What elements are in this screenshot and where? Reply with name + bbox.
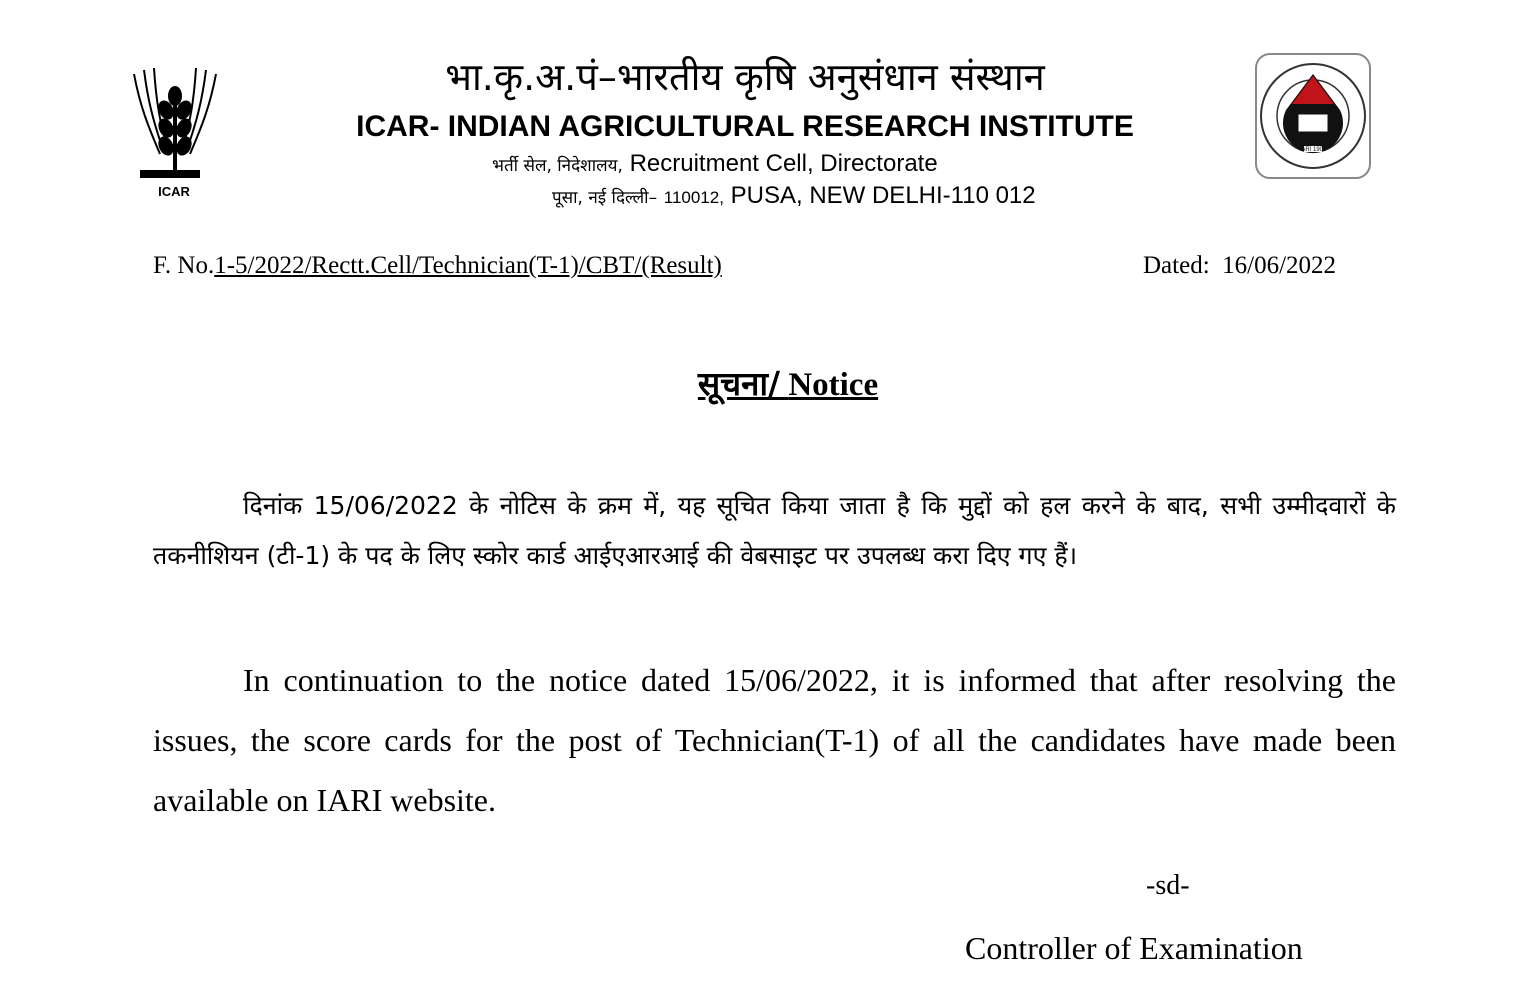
institute-name-hindi: भा.कृ.अ.पं–भारतीय कृषि अनुसंधान संस्थान <box>445 55 1045 99</box>
address-pin: 110012, <box>663 188 724 207</box>
file-number-prefix: F. No. <box>153 252 215 279</box>
icar-logo-text: ICAR <box>158 184 190 199</box>
notice-title-hindi: सूचना/ <box>697 364 781 403</box>
signatory-designation: Controller of Examination <box>965 930 1303 966</box>
icar-logo <box>126 66 224 200</box>
recruitment-cell-english: Recruitment Cell, Directorate <box>629 150 938 177</box>
institute-name-english: ICAR- INDIAN AGRICULTURAL RESEARCH INSTITUTE <box>356 110 1134 143</box>
notice-title <box>0 362 1514 407</box>
iari-seal-logo <box>1254 52 1372 180</box>
address-english: PUSA, NEW DELHI-110 012 <box>730 182 1036 209</box>
iari-seal-text: IARI 1905 <box>1299 147 1327 153</box>
file-number <box>153 250 722 282</box>
date-line <box>1143 250 1336 282</box>
file-number-value: 1-5/2022/Rectt.Cell/Technician(T-1)/CBT/(Result) <box>214 252 722 279</box>
address-hindi: पूसा, नई दिल्ली– <box>552 188 658 208</box>
notice-body-english: In continuation to the notice dated 15/06/2022, it is informed that after resolving the issues, the score cards for the post of Technician(T-1) of all the candidates have made been available on IARI website. <box>153 662 1396 818</box>
notice-title-english: Notice <box>788 367 879 403</box>
recruitment-cell-hindi: भर्ती सेल, निदेशालय, <box>492 156 623 176</box>
recruitment-cell-line <box>492 148 938 182</box>
notice-body-hindi: दिनांक 15/06/2022 के नोटिस के क्रम में, यह सूचित किया जाता है कि मुद्दों को हल करने के बाद, सभी उम्मीदवारों के तकनीशियन (टी-1) के पद के लिए स्कोर कार्ड आईएआरआई की वेबसाइट पर उपलब्ध करा दिए गए हैं। <box>153 491 1396 570</box>
signature-sd: -sd- <box>1146 870 1190 901</box>
address-line <box>552 180 1036 214</box>
dated-label: Dated: <box>1143 252 1210 279</box>
date-value: 16/06/2022 <box>1222 252 1337 279</box>
